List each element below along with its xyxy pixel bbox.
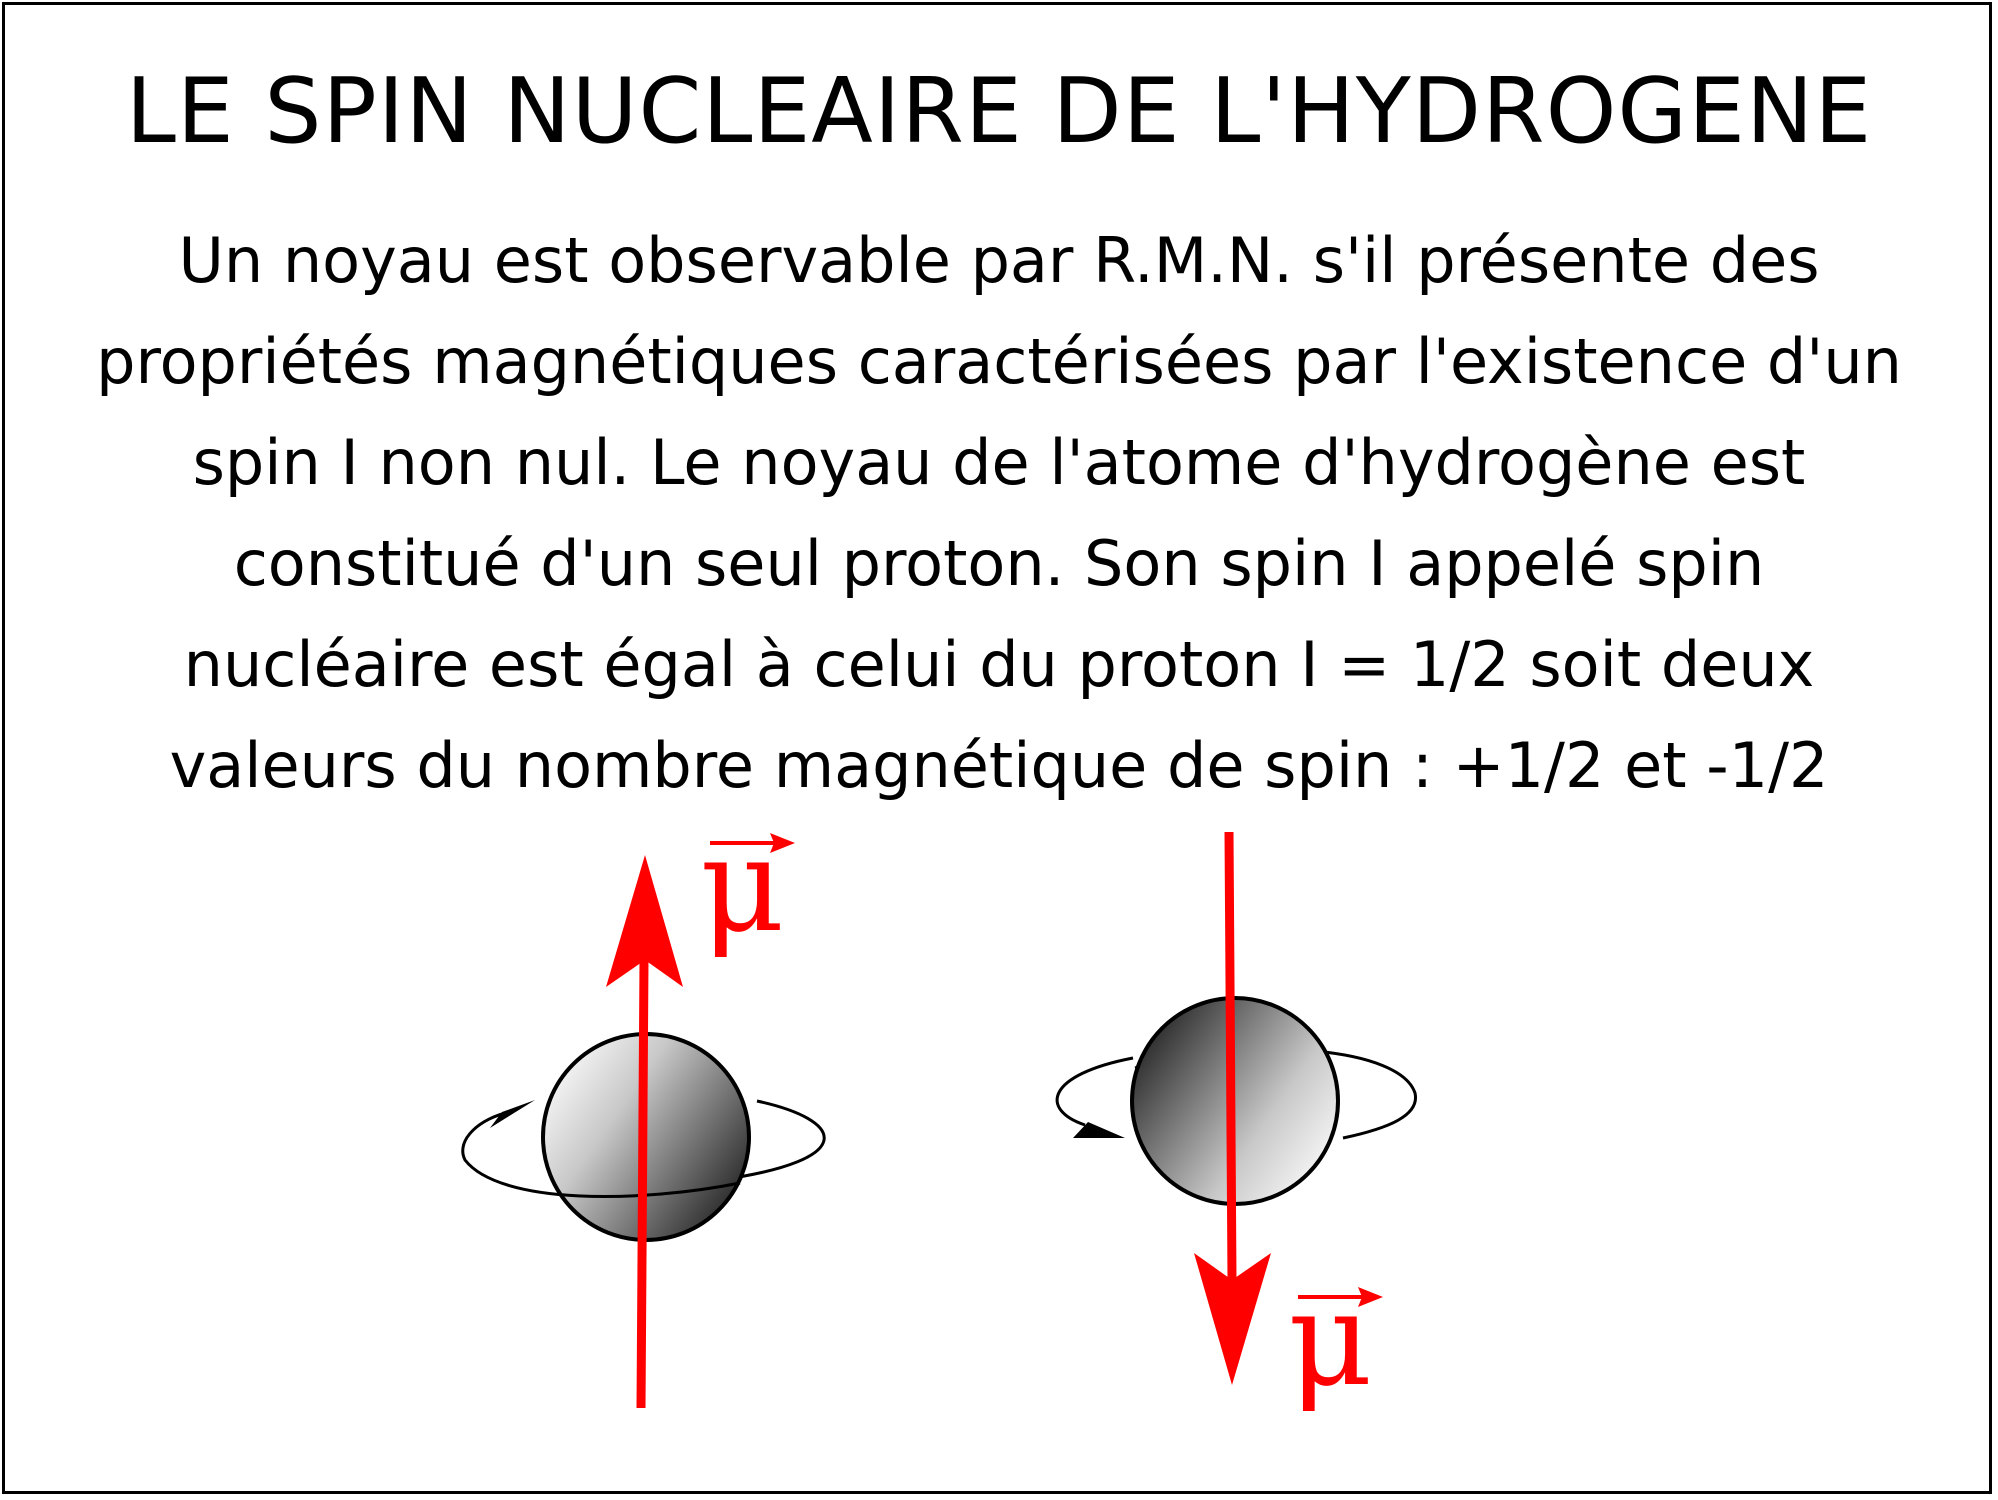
mu-label-up: μ: [700, 809, 785, 961]
mu-label-down: μ: [1288, 1263, 1373, 1415]
magnetic-moment-vector-down: [1229, 832, 1232, 1280]
magnetic-moment-vector-up: [641, 960, 644, 1408]
spin-down-proton: [1057, 832, 1415, 1415]
page-title: LE SPIN NUCLEAIRE DE L'HYDROGENE: [125, 59, 1873, 164]
description-line-6: valeurs du nombre magnétique de spin : +1/2 et -1/2: [169, 729, 1829, 802]
description-line-3: spin I non nul. Le noyau de l'atome d'hydrogène est: [192, 426, 1806, 499]
orbit-ring-front: [1057, 1058, 1133, 1125]
description-line-4: constitué d'un seul proton. Son spin I appelé spin: [233, 527, 1765, 600]
description-line-1: Un noyau est observable par R.M.N. s'il présente des: [178, 224, 1820, 297]
spin-up-proton: [463, 809, 824, 1408]
description-line-2: propriétés magnétiques caractérisées par l'existence d'un: [96, 325, 1902, 398]
description-line-5: nucléaire est égal à celui du proton I = 1/2 soit deux: [183, 628, 1815, 701]
rotation-arrow-icon: [490, 1100, 535, 1128]
